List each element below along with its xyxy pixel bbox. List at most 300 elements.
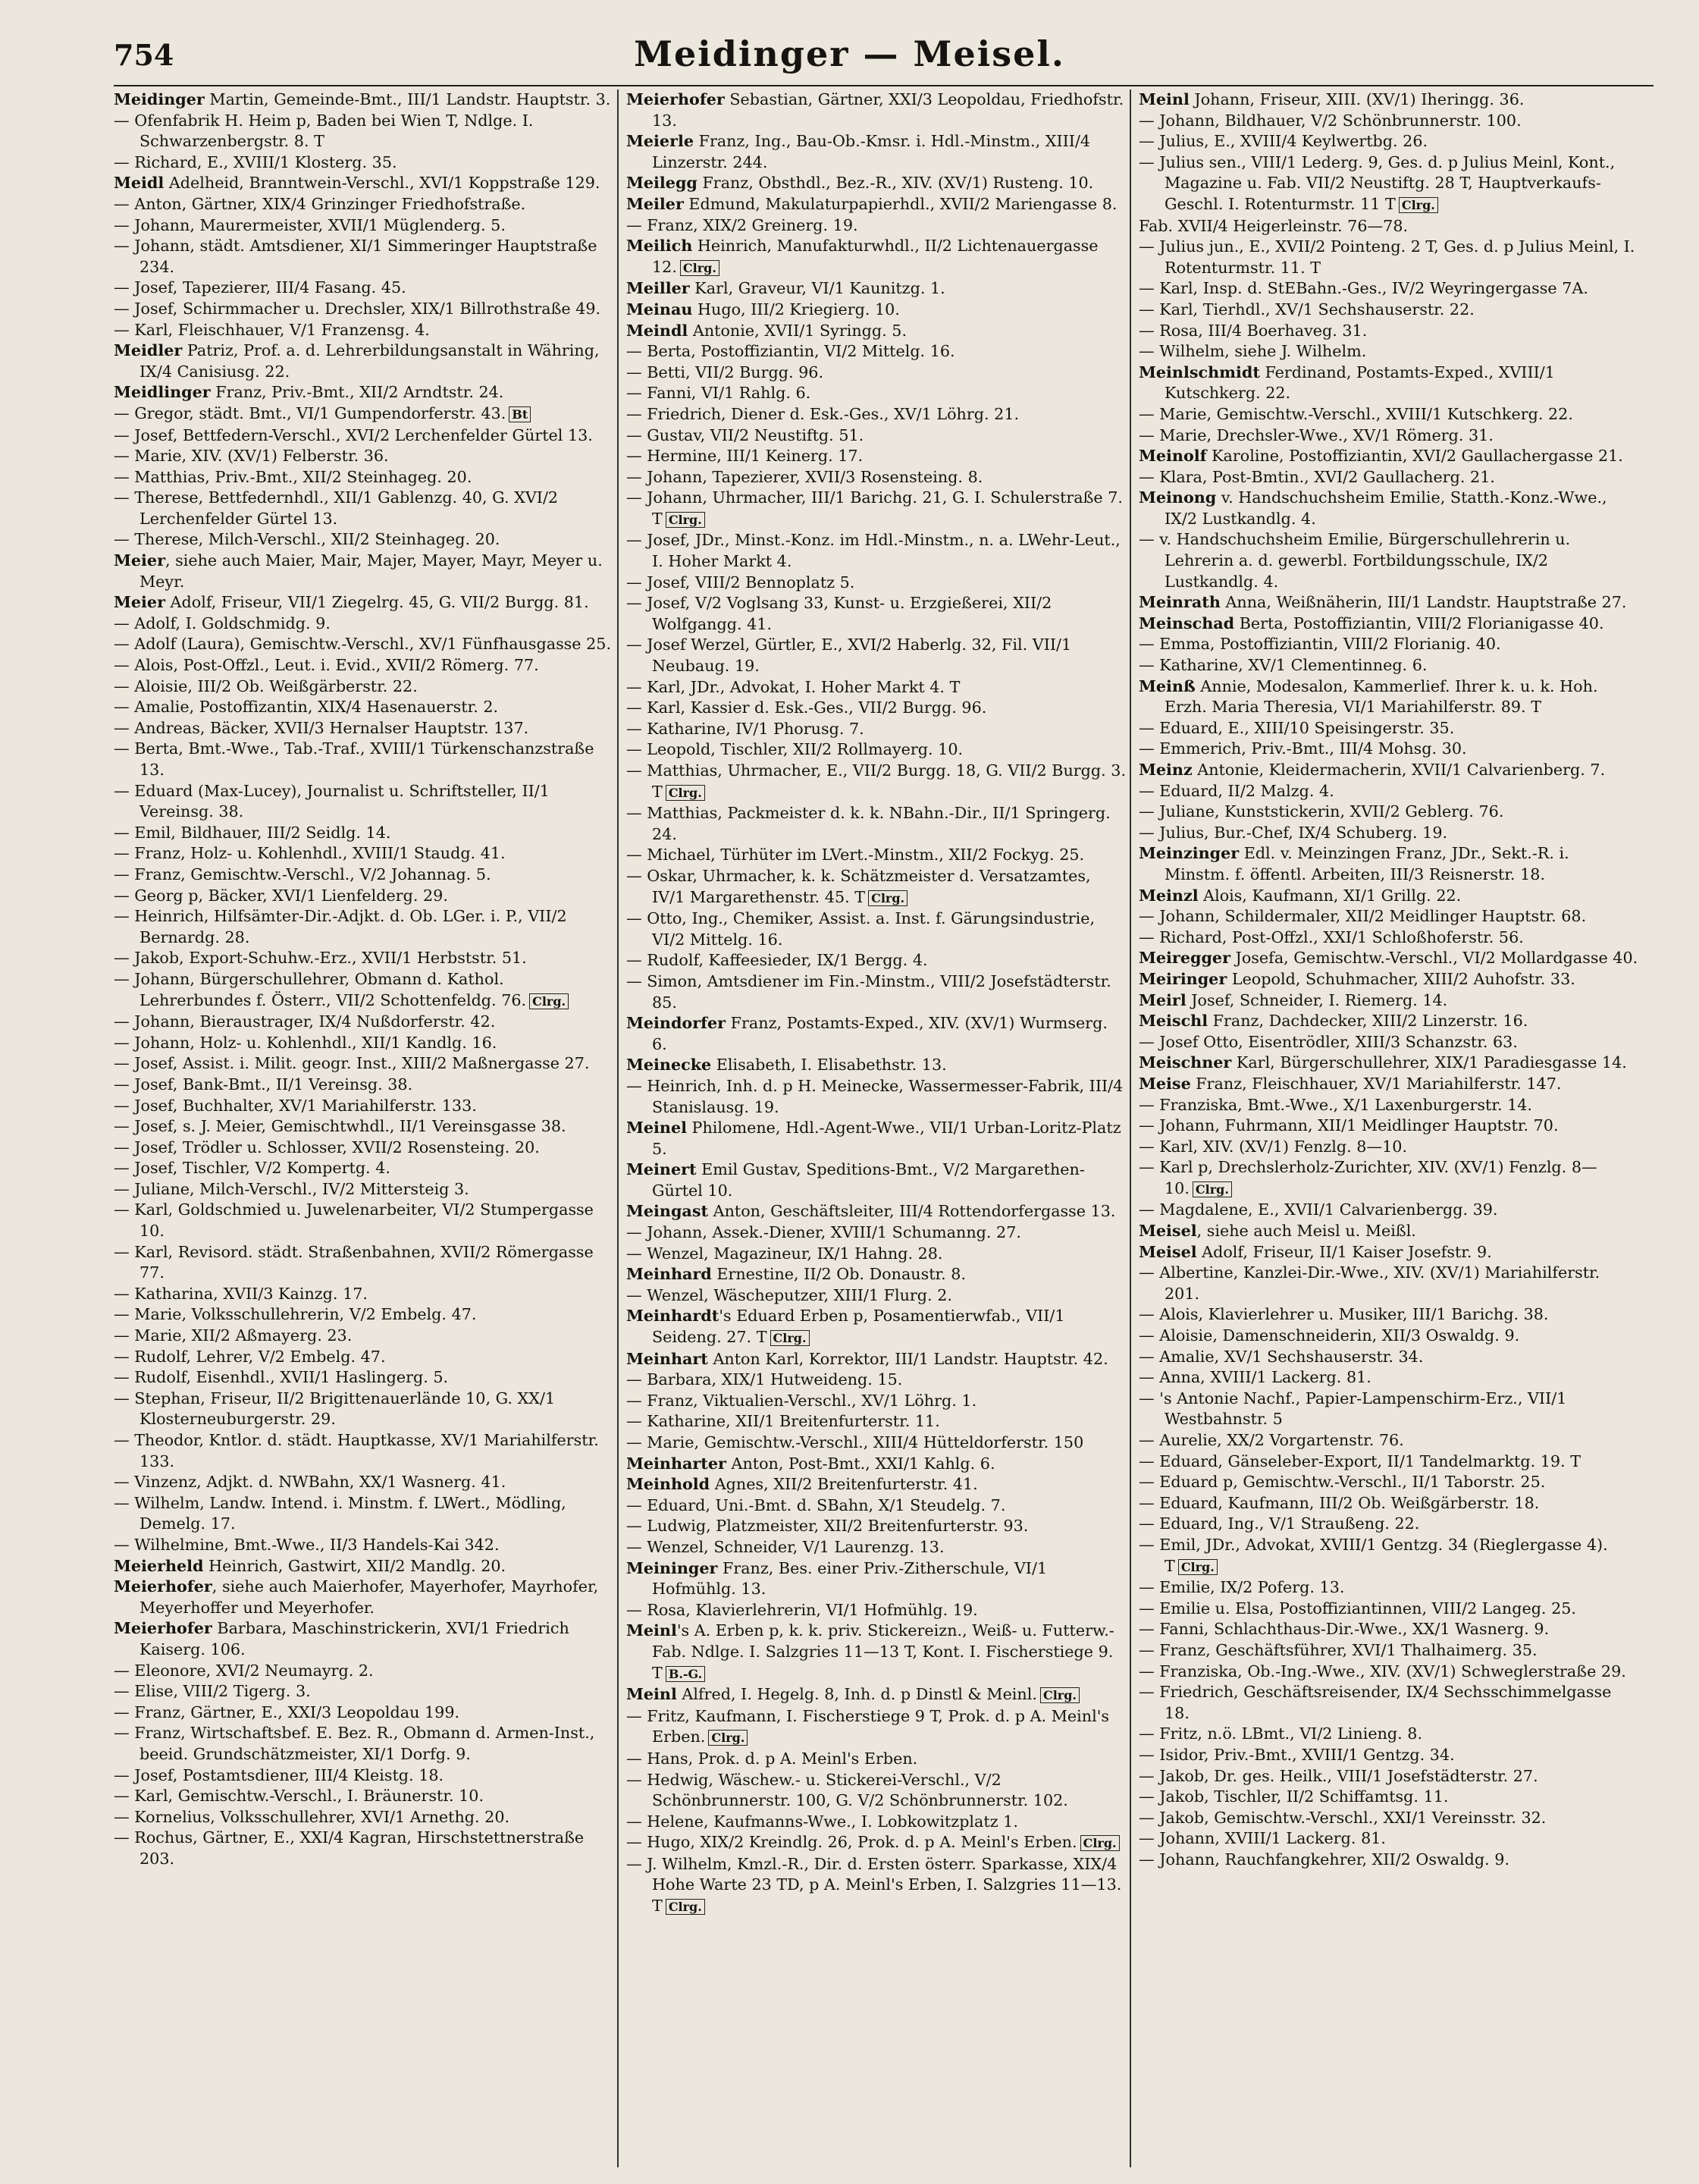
entry-text: — Matthias, Uhrmacher, E., VII/2 Burgg. 18, G. VII/2 Burgg. 3. T bbox=[626, 761, 1127, 801]
directory-entry bbox=[114, 739, 614, 780]
directory-entry bbox=[626, 1411, 1127, 1432]
entry-text: — Aloisie, Damenschneiderin, XII/3 Oswaldg. 9. bbox=[1139, 1326, 1520, 1345]
directory-entry bbox=[1139, 1032, 1639, 1053]
entry-text: — v. Handschuchsheim Emilie, Bürgerschullehrerin u. Lehrerin a. d. gewerbl. Fortbildungsschule, IX/2 Lustkandlg. 4. bbox=[1139, 530, 1571, 591]
directory-entry bbox=[1139, 990, 1639, 1012]
page-title: Meidinger — Meisel. bbox=[634, 33, 1065, 74]
entry-text: — Karl, Fleischhauer, V/1 Franzensg. 4. bbox=[114, 320, 430, 339]
entry-text: — Rudolf, Lehrer, V/2 Embelg. 47. bbox=[114, 1347, 386, 1366]
entry-text: — Emil, JDr., Advokat, XVIII/1 Gentzg. 34 (Rieglergasse 4). T bbox=[1139, 1535, 1608, 1575]
entry-text: , siehe auch Maierhofer, Mayerhofer, Mayrhofer, Meyerhoffer und Meyerhofer. bbox=[139, 1577, 599, 1617]
directory-entry bbox=[1139, 446, 1639, 467]
directory-entry bbox=[114, 1242, 614, 1284]
registration-tag: Clrg. bbox=[1080, 1835, 1120, 1851]
directory-entry bbox=[114, 1618, 614, 1660]
entry-text: — Rochus, Gärtner, E., XXI/4 Kagran, Hirschstettnerstraße 203. bbox=[114, 1828, 585, 1868]
directory-entry bbox=[114, 529, 614, 551]
directory-entry bbox=[626, 845, 1127, 866]
directory-entry bbox=[626, 1684, 1127, 1706]
entry-text: — Marie, Drechsler-Wwe., XV/1 Römerg. 31. bbox=[1139, 425, 1494, 444]
directory-entry bbox=[626, 1285, 1127, 1307]
entry-text: — Katharina, XVII/3 Kainzg. 17. bbox=[114, 1284, 368, 1303]
registration-tag: Clrg. bbox=[1193, 1181, 1232, 1197]
entry-text: — Jakob, Dr. ges. Heilk., VIII/1 Josefstädterstr. 27. bbox=[1139, 1766, 1538, 1785]
entry-surname: Meierhofer bbox=[626, 90, 725, 108]
entry-text: — Eduard, Kaufmann, III/2 Ob. Weißgärberstr. 18. bbox=[1139, 1493, 1540, 1512]
entry-text: — Wenzel, Wäscheputzer, XIII/1 Flurg. 2. bbox=[626, 1285, 952, 1304]
directory-entry bbox=[1139, 1347, 1639, 1368]
directory-entry bbox=[626, 362, 1127, 384]
entry-text: — Eduard, E., XIII/10 Speisingerstr. 35. bbox=[1139, 718, 1455, 737]
directory-entry bbox=[114, 152, 614, 174]
header-rule bbox=[114, 85, 1654, 86]
entry-text: — Johann, Maurermeister, XVII/1 Müglenderg. 5. bbox=[114, 215, 506, 234]
entry-text: — Johann, Bildhauer, V/2 Schönbrunnerstr. 100. bbox=[1139, 111, 1522, 130]
entry-text: — Johann, Holz- u. Kohlenhdl., XII/1 Kandlg. 16. bbox=[114, 1033, 497, 1052]
registration-tag: Clrg. bbox=[708, 1730, 748, 1746]
directory-entry bbox=[1139, 843, 1639, 885]
directory-entry bbox=[114, 1284, 614, 1305]
entry-text: Josefa, Gemischtw.-Verschl., VI/2 Mollardgasse 40. bbox=[1230, 949, 1638, 968]
entry-text: — Josef, Bettfedern-Verschl., XVI/2 Lerchenfelder Gürtel 13. bbox=[114, 425, 593, 444]
directory-entry bbox=[626, 1244, 1127, 1265]
directory-entry bbox=[114, 1786, 614, 1807]
entry-text: — Georg p, Bäcker, XVI/1 Lienfelderg. 29. bbox=[114, 886, 448, 905]
entry-text: — Friedrich, Geschäftsreisender, IX/4 Sechsschimmelgasse 18. bbox=[1139, 1683, 1612, 1722]
entry-text: — Eduard, Gänseleber-Export, II/1 Tandelmarktg. 19. T bbox=[1139, 1451, 1581, 1470]
column-divider-2 bbox=[1130, 89, 1131, 2167]
directory-entry bbox=[1139, 1221, 1639, 1242]
entry-text: — Richard, Post-Offzl., XXI/1 Schloßhoferstr. 56. bbox=[1139, 927, 1524, 946]
entry-text: — Gregor, städt. Bmt., VI/1 Gumpendorferstr. 43. bbox=[114, 403, 506, 422]
entry-text: Patriz, Prof. a. d. Lehrerbildungsanstalt in Währing, IX/4 Canisiusg. 22. bbox=[139, 341, 600, 381]
entry-text: — Karl, Revisord. städt. Straßenbahnen, XVII/2 Römergasse 77. bbox=[114, 1242, 594, 1282]
directory-entry bbox=[114, 1661, 614, 1682]
entry-text: — Johann, städt. Amtsdiener, XI/1 Simmeringer Hauptstraße 234. bbox=[114, 237, 597, 276]
entry-text: Leopold, Schuhmacher, XIII/2 Auhofstr. 33. bbox=[1227, 969, 1575, 988]
directory-entry bbox=[626, 131, 1127, 173]
entry-text: — Johann, Bürgerschullehrer, Obmann d. Kathol. Lehrerbundes f. Österr., VII/2 Schottenfeldg. 76. bbox=[114, 969, 527, 1009]
entry-text: — Friedrich, Diener d. Esk.-Ges., XV/1 Löhrg. 21. bbox=[626, 404, 1020, 423]
directory-entry bbox=[626, 1854, 1127, 1918]
directory-entry bbox=[626, 1306, 1127, 1348]
entry-surname: Meierhofer bbox=[114, 1577, 212, 1596]
page-number: 754 bbox=[114, 38, 174, 72]
registration-tag: Clrg. bbox=[1399, 197, 1438, 213]
directory-entry bbox=[114, 1367, 614, 1389]
entry-surname: Meise bbox=[1139, 1074, 1191, 1093]
directory-entry bbox=[1139, 321, 1639, 342]
directory-entry bbox=[114, 1472, 614, 1493]
entry-text: — Julius jun., E., XVII/2 Pointeng. 2 T, Ges. d. p Julius Meinl, I. Rotenturmstr. 11. T bbox=[1139, 237, 1635, 277]
directory-entry bbox=[1139, 1766, 1639, 1787]
entry-surname: Meischl bbox=[1139, 1012, 1208, 1031]
directory-entry bbox=[626, 1812, 1127, 1833]
directory-entry bbox=[114, 718, 614, 739]
directory-entry bbox=[114, 1347, 614, 1368]
directory-entry bbox=[626, 1495, 1127, 1517]
directory-entry bbox=[626, 1558, 1127, 1600]
entry-text: — Karl, JDr., Advokat, I. Hoher Markt 4. T bbox=[626, 677, 961, 696]
entry-text: Edmund, Makulaturpapierhdl., XVII/2 Mariengasse 8. bbox=[683, 194, 1118, 213]
directory-entry bbox=[626, 467, 1127, 488]
directory-entry bbox=[1139, 718, 1639, 739]
directory-entry bbox=[626, 1159, 1127, 1201]
directory-entry bbox=[1139, 1389, 1639, 1430]
entry-text: Hugo, III/2 Kriegierg. 10. bbox=[692, 300, 900, 318]
entry-text: — Oskar, Uhrmacher, k. k. Schätzmeister d. Versatzamtes, IV/1 Margarethenstr. 45. T bbox=[626, 866, 1091, 906]
entry-surname: Meinz bbox=[1139, 761, 1193, 779]
directory-entry bbox=[626, 593, 1127, 635]
column-divider-1 bbox=[617, 89, 619, 2167]
entry-text: Alfred, I. Hegelg. 8, Inh. d. p Dinstl & Meinl. bbox=[676, 1685, 1037, 1704]
entry-surname: Meinong bbox=[1139, 488, 1217, 507]
directory-entry bbox=[1139, 1493, 1639, 1514]
entry-text: — Rudolf, Kaffeesieder, IX/1 Bergg. 4. bbox=[626, 951, 928, 970]
entry-surname: Meinecke bbox=[626, 1056, 712, 1075]
directory-entry bbox=[114, 215, 614, 237]
entry-text: — Johann, Fuhrmann, XII/1 Meidlinger Hauptstr. 70. bbox=[1139, 1116, 1559, 1135]
directory-entry bbox=[626, 1706, 1127, 1749]
directory-entry bbox=[114, 340, 614, 382]
entry-text: — Josef, JDr., Minst.-Konz. im Hdl.-Minstm., n. a. LWehr-Leut., I. Hoher Markt 4. bbox=[626, 531, 1121, 571]
directory-entry bbox=[626, 488, 1127, 530]
entry-text: — Rudolf, Eisenhdl., XVII/1 Haslingerg. 5. bbox=[114, 1368, 449, 1387]
directory-entry bbox=[1139, 362, 1639, 404]
directory-entry bbox=[114, 278, 614, 299]
entry-text: — Eduard (Max-Lucey), Journalist u. Schriftsteller, II/1 Vereinsg. 38. bbox=[114, 781, 550, 821]
directory-entry bbox=[1139, 152, 1639, 216]
entry-surname: Meiler bbox=[626, 194, 684, 213]
entry-surname: Meidlinger bbox=[114, 383, 211, 402]
directory-entry bbox=[114, 1577, 614, 1618]
directory-entry bbox=[626, 236, 1127, 278]
entry-text: — Franz, Holz- u. Kohlenhdl., XVIII/1 Staudg. 41. bbox=[114, 844, 506, 863]
directory-entry bbox=[1139, 1326, 1639, 1347]
entry-surname: Meidler bbox=[114, 341, 183, 360]
registration-tag: Clrg. bbox=[770, 1330, 810, 1346]
entry-text: Agnes, XII/2 Breitenfurterstr. 41. bbox=[710, 1475, 978, 1494]
directory-entry bbox=[1139, 131, 1639, 152]
entry-text: — Therese, Milch-Verschl., XII/2 Steinhageg. 20. bbox=[114, 530, 500, 549]
directory-entry bbox=[114, 592, 614, 613]
directory-entry bbox=[1139, 1242, 1639, 1263]
directory-entry bbox=[626, 173, 1127, 194]
entry-text: Franz, Fleischhauer, XV/1 Mariahilferstr. 147. bbox=[1190, 1074, 1562, 1093]
directory-entry bbox=[114, 1828, 614, 1869]
directory-entry bbox=[114, 89, 614, 111]
entry-surname: Meierheld bbox=[114, 1556, 204, 1575]
directory-entry bbox=[626, 761, 1127, 803]
entry-text: — Karl p, Drechslerholz-Zurichter, XIV. (XV/1) Fenzlg. 8—10. bbox=[1139, 1158, 1597, 1197]
directory-entry bbox=[114, 676, 614, 698]
directory-entry bbox=[1139, 655, 1639, 676]
entry-text: Sebastian, Gärtner, XXI/3 Leopoldau, Friedhofstr. 13. bbox=[652, 90, 1124, 130]
entry-surname: Meinharter bbox=[626, 1454, 726, 1473]
directory-entry bbox=[114, 488, 614, 529]
directory-entry bbox=[114, 1053, 614, 1075]
directory-entry bbox=[114, 1096, 614, 1117]
directory-entry bbox=[626, 1621, 1127, 1684]
entry-text: , siehe auch Maier, Mair, Majer, Mayer, Mayr, Meyer u. Meyr. bbox=[139, 551, 603, 591]
directory-entry bbox=[114, 382, 614, 403]
directory-entry bbox=[114, 1075, 614, 1096]
directory-entry bbox=[626, 1076, 1127, 1118]
entry-text: — Aurelie, XX/2 Vorgartenstr. 76. bbox=[1139, 1431, 1404, 1449]
entry-text: — Franz, Gemischtw.-Verschl., V/2 Johannag. 5. bbox=[114, 864, 491, 883]
entry-text: — Kornelius, Volksschullehrer, XVI/1 Arnethg. 20. bbox=[114, 1807, 510, 1826]
entry-text: — Johann, Bieraustrager, IX/4 Nußdorferstr. 42. bbox=[114, 1012, 496, 1031]
directory-entry bbox=[626, 425, 1127, 447]
entry-text: — Josef, Postamtsdiener, III/4 Kleistg. 18. bbox=[114, 1765, 444, 1784]
directory-entry bbox=[626, 1222, 1127, 1244]
entry-text: — Juliane, Kunststickerin, XVII/2 Geblerg. 76. bbox=[1139, 802, 1504, 821]
entry-text: — Eduard, Ing., V/1 Straußeng. 22. bbox=[1139, 1514, 1420, 1533]
entry-text: Berta, Postoffiziantin, VIII/2 Florianigasse 40. bbox=[1234, 613, 1604, 632]
directory-entry bbox=[626, 194, 1127, 215]
entry-text: — Wilhelm, Landw. Intend. i. Minstm. f. LWert., Mödling, Demelg. 17. bbox=[114, 1493, 566, 1533]
directory-entry bbox=[626, 89, 1127, 131]
directory-entry bbox=[114, 173, 614, 194]
entry-text: — Michael, Türhüter im LVert.-Minstm., XII/2 Fockyg. 25. bbox=[626, 846, 1085, 864]
entry-text: — Albertine, Kanzlei-Dir.-Wwe., XIV. (XV/1) Mariahilferstr. 201. bbox=[1139, 1263, 1600, 1303]
directory-entry bbox=[1139, 739, 1639, 760]
directory-entry bbox=[114, 864, 614, 886]
entry-text: — Franziska, Ob.-Ing.-Wwe., XIV. (XV/1) Schweglerstraße 29. bbox=[1139, 1662, 1626, 1680]
directory-entry bbox=[1139, 906, 1639, 927]
entry-text: — Josef Werzel, Gürtler, E., XVI/2 Haberlg. 32, Fil. VII/1 Neubaug. 19. bbox=[626, 635, 1072, 676]
directory-entry bbox=[1139, 676, 1639, 718]
directory-entry bbox=[626, 1264, 1127, 1285]
directory-entry bbox=[626, 866, 1127, 908]
directory-entry bbox=[114, 1430, 614, 1472]
directory-entry bbox=[114, 425, 614, 447]
directory-entry bbox=[1139, 1828, 1639, 1850]
entry-text: — Julius, Bur.-Chef, IX/4 Schuberg. 19. bbox=[1139, 823, 1448, 842]
directory-entry bbox=[1139, 1535, 1639, 1577]
entry-surname: Meisel bbox=[1139, 1242, 1197, 1261]
directory-entry bbox=[1139, 1116, 1639, 1137]
entry-text: — Hugo, XIX/2 Kreindlg. 26, Prok. d. p A. Meinl's Erben. bbox=[626, 1833, 1077, 1852]
entry-surname: Meinert bbox=[626, 1160, 697, 1179]
directory-entry bbox=[1139, 613, 1639, 635]
entry-text: Emil Gustav, Speditions-Bmt., V/2 Margarethen-Gürtel 10. bbox=[652, 1160, 1085, 1200]
directory-entry bbox=[114, 1535, 614, 1556]
entry-text: Johann, Friseur, XIII. (XV/1) Iheringg. 36. bbox=[1189, 90, 1525, 108]
entry-text: Antonie, Kleidermacherin, XVII/1 Calvarienberg. 7. bbox=[1192, 761, 1606, 779]
entry-text: — Josef, Bank-Bmt., II/1 Vereinsg. 38. bbox=[114, 1075, 413, 1094]
entry-text: — Adolf, I. Goldschmidg. 9. bbox=[114, 613, 331, 632]
entry-text: Franz, Obsthdl., Bez.-R., XIV. (XV/1) Rusteng. 10. bbox=[697, 174, 1094, 193]
entry-text: — Aloisie, III/2 Ob. Weißgärberstr. 22. bbox=[114, 676, 418, 695]
entry-text: — Eleonore, XVI/2 Neumayrg. 2. bbox=[114, 1661, 374, 1680]
entry-text: — Josef, VIII/2 Bennoplatz 5. bbox=[626, 573, 855, 592]
directory-entry bbox=[114, 320, 614, 341]
directory-entry bbox=[1139, 1850, 1639, 1871]
column-2 bbox=[626, 89, 1127, 1918]
directory-entry bbox=[114, 446, 614, 467]
entry-text: — Johann, Rauchfangkehrer, XII/2 Oswaldg. 9. bbox=[1139, 1850, 1510, 1869]
entry-text: — Marie, Gemischtw.-Verschl., XVIII/1 Kutschkerg. 22. bbox=[1139, 404, 1573, 423]
directory-entry bbox=[1139, 802, 1639, 823]
entry-text: — Marie, Gemischtw.-Verschl., XIII/4 Hütteldorferstr. 150 bbox=[626, 1433, 1084, 1451]
entry-text: — Heinrich, Hilfsämter-Dir.-Adjkt. d. Ob. LGer. i. P., VII/2 Bernardg. 28. bbox=[114, 907, 567, 946]
directory-entry bbox=[1139, 1745, 1639, 1766]
entry-surname: Meischner bbox=[1139, 1053, 1232, 1072]
directory-entry bbox=[1139, 237, 1639, 278]
directory-entry bbox=[626, 1013, 1127, 1055]
directory-entry bbox=[1139, 1011, 1639, 1032]
entry-text: — Wilhelm, siehe J. Wilhelm. bbox=[1139, 342, 1367, 361]
column-3 bbox=[1139, 89, 1639, 1870]
entry-text: — Alois, Klavierlehrer u. Musiker, III/1 Barichg. 38. bbox=[1139, 1305, 1549, 1324]
entry-text: Ferdinand, Postamts-Exped., XVIII/1 Kutschkerg. 22. bbox=[1165, 362, 1555, 403]
directory-entry bbox=[114, 1179, 614, 1200]
entry-surname: Meierle bbox=[626, 132, 694, 151]
entry-text: — Andreas, Bäcker, XVII/3 Hernalser Hauptstr. 137. bbox=[114, 718, 529, 737]
entry-text: — Johann, Uhrmacher, III/1 Barichg. 21, G. I. Schulerstraße 7. T bbox=[626, 488, 1123, 528]
directory-entry bbox=[626, 530, 1127, 572]
directory-entry bbox=[1139, 1472, 1639, 1493]
entry-surname: Meinl bbox=[1139, 90, 1190, 108]
entry-text: — Berta, Postoffiziantin, VI/2 Mittelg. 16. bbox=[626, 342, 955, 361]
directory-entry bbox=[114, 1765, 614, 1787]
entry-text: Karl, Bürgerschullehrer, XIX/1 Paradiesgasse 14. bbox=[1231, 1053, 1627, 1072]
entry-text: — Julius sen., VIII/1 Lederg. 9, Ges. d. p Julius Meinl, Kont., Magazine u. Fab. VII/2 Neustiftg. 28 T, Hauptverkaufs-Geschl. I. Rotenturmstr. 11 T bbox=[1139, 152, 1616, 213]
entry-text: v. Handschuchsheim Emilie, Statth.-Konz.-Wwe., IX/2 Lustkandlg. 4. bbox=[1165, 488, 1607, 528]
entry-text: — Heinrich, Inh. d. p H. Meinecke, Wassermesser-Fabrik, III/4 Stanislausg. 19. bbox=[626, 1076, 1124, 1116]
directory-entry bbox=[1139, 1619, 1639, 1640]
directory-entry bbox=[626, 635, 1127, 676]
entry-text: Adolf, Friseur, VII/1 Ziegelrg. 45, G. VII/2 Burgg. 81. bbox=[165, 593, 589, 612]
entry-surname: Meinolf bbox=[1139, 447, 1207, 466]
directory-entry bbox=[114, 697, 614, 718]
directory-entry bbox=[1139, 89, 1639, 111]
entry-surname: Meidinger bbox=[114, 90, 205, 108]
directory-entry bbox=[626, 1349, 1127, 1370]
entry-text: — 's Antonie Nachf., Papier-Lampenschirm-Erz., VII/1 Westbahnstr. 5 bbox=[1139, 1389, 1567, 1429]
registration-tag: Clrg. bbox=[868, 890, 907, 906]
directory-entry bbox=[1139, 404, 1639, 425]
directory-entry bbox=[1139, 1577, 1639, 1599]
entry-surname: Meinel bbox=[626, 1119, 687, 1138]
entry-text: — Josef, Assist. i. Milit. geogr. Inst., XIII/2 Maßnergasse 27. bbox=[114, 1054, 590, 1073]
entry-text: — Marie, XIV. (XV/1) Felberstr. 36. bbox=[114, 447, 389, 466]
directory-entry bbox=[114, 634, 614, 655]
directory-entry bbox=[114, 1389, 614, 1430]
entry-text: — Franz, Wirtschaftsbef. E. Bez. R., Obmann d. Armen-Inst., beeid. Grundschätzmeister, XI/1 Dorfg. 9. bbox=[114, 1724, 595, 1763]
entry-surname: Meininger bbox=[626, 1558, 718, 1577]
entry-surname: Meinau bbox=[626, 300, 693, 318]
entry-text: Anton Karl, Korrektor, III/1 Landstr. Hauptstr. 42. bbox=[707, 1349, 1108, 1368]
directory-entry bbox=[114, 1116, 614, 1138]
directory-entry bbox=[1139, 529, 1639, 592]
directory-entry bbox=[1139, 111, 1639, 132]
directory-entry bbox=[114, 1493, 614, 1535]
registration-tag: Clrg. bbox=[1178, 1559, 1218, 1575]
directory-entry bbox=[626, 1537, 1127, 1558]
entry-text: Elisabeth, I. Elisabethstr. 13. bbox=[711, 1056, 947, 1075]
entry-text: — Eduard p, Gemischtw.-Verschl., II/1 Taborstr. 25. bbox=[1139, 1473, 1546, 1492]
entry-text: Anna, Weißnäherin, III/1 Landstr. Hauptstraße 27. bbox=[1220, 593, 1627, 612]
entry-surname: Meiringer bbox=[1139, 969, 1227, 988]
entry-surname: Meinzl bbox=[1139, 886, 1199, 905]
registration-tag: Clrg. bbox=[666, 785, 705, 801]
entry-text: — Richard, E., XVIII/1 Klosterg. 35. bbox=[114, 152, 397, 171]
entry-text: — Emmerich, Priv.-Bmt., III/4 Mohsg. 30. bbox=[1139, 739, 1467, 758]
directory-entry bbox=[1139, 1662, 1639, 1683]
entry-text: — Matthias, Priv.-Bmt., XII/2 Steinhageg. 20. bbox=[114, 467, 472, 486]
directory-entry bbox=[1139, 1724, 1639, 1745]
directory-entry bbox=[1139, 1599, 1639, 1620]
entry-text: — Karl, XIV. (XV/1) Fenzlg. 8—10. bbox=[1139, 1137, 1408, 1156]
entry-text: — Karl, Insp. d. StEBahn.-Ges., IV/2 Weyringergasse 7A. bbox=[1139, 279, 1588, 298]
entry-text: — Simon, Amtsdiener im Fin.-Minstm., VIII/2 Josefstädterstr. 85. bbox=[626, 971, 1111, 1012]
entry-text: — Marie, XII/2 Aßmayerg. 23. bbox=[114, 1326, 353, 1345]
directory-entry bbox=[626, 446, 1127, 467]
directory-entry bbox=[114, 613, 614, 635]
entry-text: — Karl, Kassier d. Esk.-Ges., VII/2 Burgg. 96. bbox=[626, 698, 987, 717]
entry-surname: Meinhart bbox=[626, 1349, 708, 1368]
registration-tag: Clrg. bbox=[529, 993, 569, 1009]
entry-text: — Juliane, Milch-Verschl., IV/2 Mittersteig 3. bbox=[114, 1179, 469, 1198]
entry-text: — Stephan, Friseur, II/2 Brigittenauerlände 10, G. XX/1 Klosterneuburgerstr. 29. bbox=[114, 1389, 556, 1429]
entry-text: — Amalie, Postoffizantin, XIX/4 Hasenauerstr. 2. bbox=[114, 698, 499, 717]
entry-surname: Meidl bbox=[114, 174, 165, 193]
entry-surname: Meirl bbox=[1139, 990, 1186, 1009]
directory-entry bbox=[1139, 1053, 1639, 1074]
registration-tag: Clrg. bbox=[1040, 1687, 1080, 1703]
directory-entry bbox=[626, 719, 1127, 740]
entry-text: — Hermine, III/1 Keinerg. 17. bbox=[626, 447, 864, 466]
entry-text: — Eduard, II/2 Malzg. 4. bbox=[1139, 781, 1334, 800]
directory-entry bbox=[1139, 300, 1639, 321]
directory-entry bbox=[626, 950, 1127, 971]
directory-entry bbox=[114, 299, 614, 320]
directory-entry bbox=[626, 1770, 1127, 1812]
entry-text: , siehe auch Meisl u. Meißl. bbox=[1196, 1222, 1416, 1241]
directory-entry bbox=[1139, 1808, 1639, 1829]
entry-text: — Elise, VIII/2 Tigerg. 3. bbox=[114, 1682, 311, 1701]
entry-text: — Otto, Ing., Chemiker, Assist. a. Inst. f. Gärungsindustrie, VI/2 Mittelg. 16. bbox=[626, 909, 1096, 949]
directory-entry bbox=[1139, 1095, 1639, 1116]
directory-entry bbox=[1139, 1514, 1639, 1535]
entry-text: — Emilie, IX/2 Poferg. 13. bbox=[1139, 1578, 1345, 1597]
directory-entry bbox=[626, 677, 1127, 698]
directory-entry bbox=[114, 1556, 614, 1577]
entry-text: — Magdalene, E., XVII/1 Calvarienbergg. 39. bbox=[1139, 1200, 1498, 1219]
entry-surname: Meindorfer bbox=[626, 1014, 726, 1033]
entry-text: — Katharine, XV/1 Clementinneg. 6. bbox=[1139, 656, 1428, 675]
directory-entry bbox=[626, 573, 1127, 594]
directory-entry bbox=[626, 383, 1127, 404]
directory-entry bbox=[1139, 592, 1639, 613]
entry-text: — Helene, Kaufmanns-Wwe., I. Lobkowitzplatz 1. bbox=[626, 1812, 1018, 1831]
directory-entry bbox=[114, 823, 614, 844]
directory-entry bbox=[1139, 341, 1639, 362]
directory-entry bbox=[114, 194, 614, 215]
entry-text: — Wenzel, Magazineur, IX/1 Hahng. 28. bbox=[626, 1244, 943, 1263]
directory-entry bbox=[114, 843, 614, 864]
directory-entry bbox=[114, 1012, 614, 1033]
entry-text: Heinrich, Manufakturwhdl., II/2 Lichtenauergasse 12. bbox=[652, 237, 1099, 276]
entry-text: — Jakob, Export-Schuhw.-Erz., XVII/1 Herbststr. 51. bbox=[114, 949, 527, 968]
entry-text: — Fanni, VI/1 Rahlg. 6. bbox=[626, 384, 811, 403]
entry-text: — Betti, VII/2 Burgg. 96. bbox=[626, 362, 824, 381]
directory-entry bbox=[114, 1158, 614, 1179]
entry-text: — Ludwig, Platzmeister, XII/2 Breitenfurterstr. 93. bbox=[626, 1517, 1029, 1536]
directory-entry bbox=[626, 215, 1127, 237]
